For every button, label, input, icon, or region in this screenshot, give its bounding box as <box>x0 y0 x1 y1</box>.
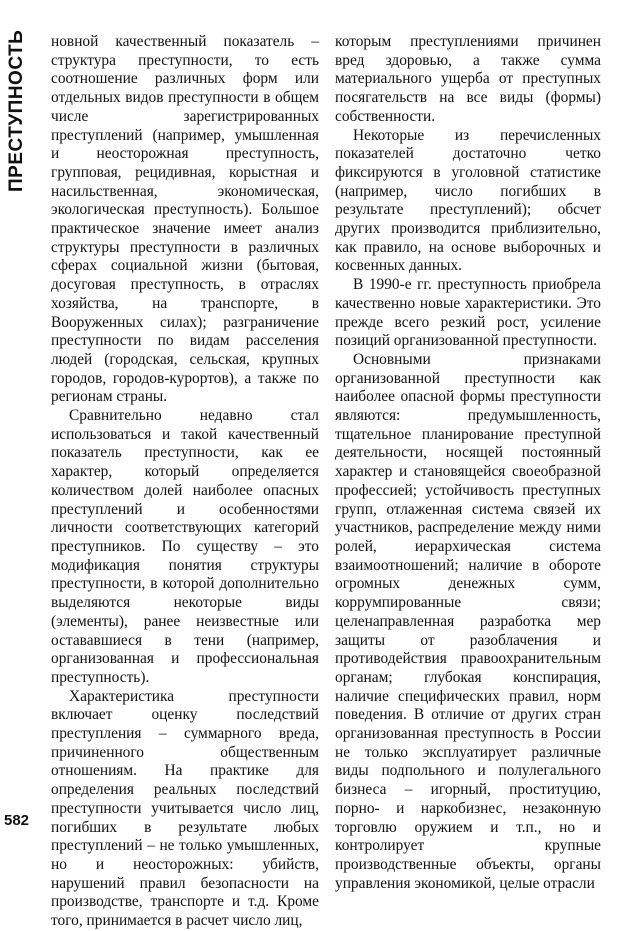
left-column <box>51 33 319 931</box>
paragraph: новной качественный показатель – структура преступности, то есть соотношение различных форм или отдельных видов преступности в общем числе зарегистрированных преступлений (например, умышленная и неосторожная преступность, групповая, рецидивная, корыстная и насильственная, экономическая, экологическая преступность). Большое практическое значение имеет анализ структуры преступности в различных сферах социальной жизни (бытовая, досуговая преступность, в отраслях хозяйства, на транспорте, в Вооруженных силах); разграничение преступности по видам расселения людей (городская, сельская, крупных городов, городов-курортов), а также по регионам страны. <box>51 33 319 406</box>
paragraph: Сравнительно недавно стал использоваться и такой качественный показатель преступности, как ее характер, который определяется количеством долей наиболее опасных преступлений и особенностями личности соответствующих категорий преступников. По существу – это модификация понятия структуры преступности, в которой дополнительно выделяются некоторые виды (элементы), ранее неизвестные или остававшиеся в тени (например, организованная и профессиональная преступность). <box>51 407 319 686</box>
paragraph: Основными признаками организованной преступности как наиболее опасной формы преступности являются: предумышленность, тщательное планирование преступной деятельности, носящей постоянный характер и становящейся своеобразной профессией; устойчивость преступных групп, отлаженная система связей их участников, распределение между ними ролей, иерархическая система взаимоотношений; наличие в обороте огромных денежных сумм, коррумпированные связи; целенаправленная разработка мер защиты от разоблачения и противодействия правоохранительным органам; глубокая конспирация, наличие специфических правил, норм поведения. В отличие от других стран организованная преступность в России не только эксплуатирует различные виды подпольного и полулегального бизнеса – игорный, проституцию, порно- и наркобизнес, незаконную торговлю оружием и т.п., но и контролирует крупные производственные объекты, органы управления экономикой, целые отрасли <box>335 350 601 892</box>
paragraph: Некоторые из перечисленных показателей достаточно четко фиксируются в уголовной статистике (например, число погибших в результате преступлений); обсчет других производится приблизительно, как правило, на основе выборочных и косвенных данных. <box>335 126 601 275</box>
right-column <box>335 33 601 893</box>
paragraph: Характеристика преступности включает оценку последствий преступления – суммарного вреда, причиненного общественным отношениям. На практике для определения реальных последствий преступности учитывается число лиц, погибших в результате любых преступлений – не только умышленных, но и неосторожных: убийств, нарушений правил безопасности на производстве, транспорте и т.д. Кроме того, принимается в расчет число лиц, <box>51 687 319 930</box>
page-number: 582 <box>4 812 30 829</box>
paragraph: которым преступлениями причинен вред здоровью, а также сумма материального ущерба от преступных посягательств на все виды (формы) собственности. <box>335 33 601 125</box>
section-title: ПРЕСТУПНОСТЬ <box>6 30 27 193</box>
paragraph: В 1990-е гг. преступность приобрела качественно новые характеристики. Это прежде всего резкий рост, усиление позиций организованной преступности. <box>335 276 601 350</box>
